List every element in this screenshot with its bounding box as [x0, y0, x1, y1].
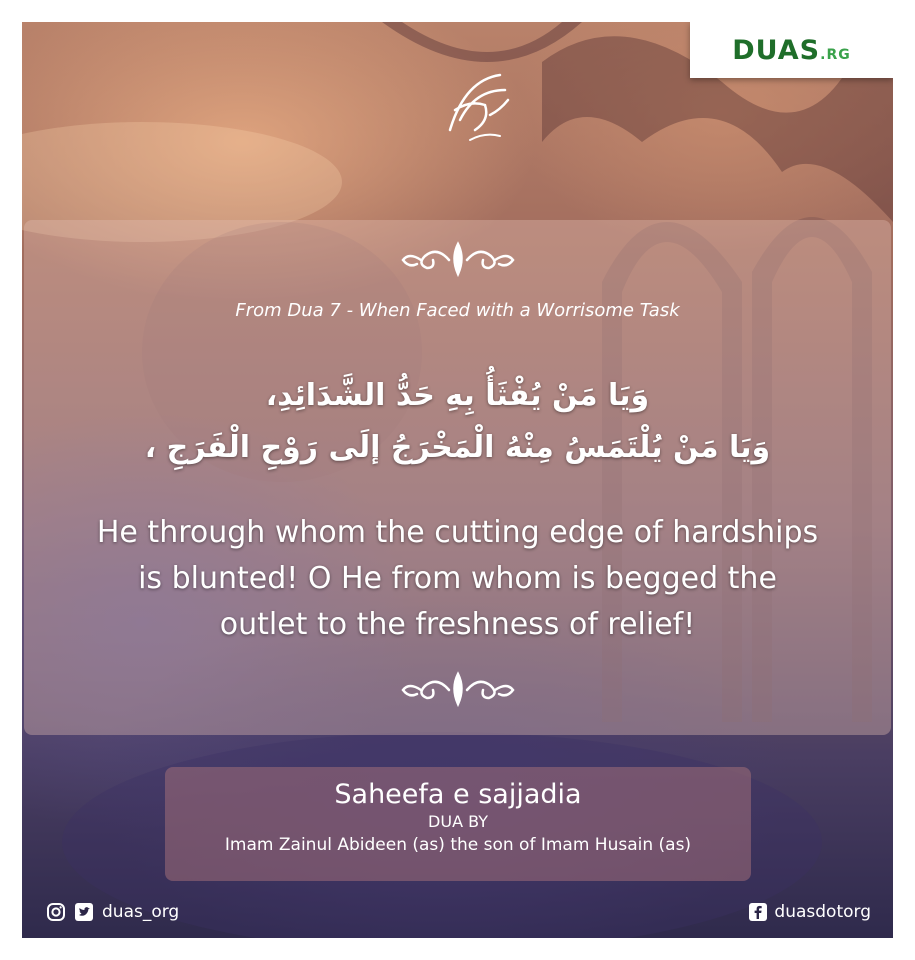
twitter-icon[interactable] — [74, 902, 94, 922]
translation-line: outlet to the freshness of relief! — [219, 607, 696, 642]
dua-panel — [24, 220, 891, 735]
social-handle-right[interactable]: duasdotorg — [774, 902, 871, 922]
bismillah-calligraphy-icon — [430, 60, 520, 150]
book-title: Saheefa e sajjadia — [334, 779, 582, 810]
arabic-line: وَيَا مَنْ يُلْتَمَسُ مِنْهُ الْمَخْرَجُ إلَى رَوْحِ الْفَرَجِ ، — [144, 430, 771, 465]
social-handle-left[interactable]: duas_org — [102, 902, 180, 922]
dua-by-label: DUA BY — [428, 812, 488, 831]
ornament-divider-icon — [399, 668, 517, 710]
translation-line: is blunted! O He from whom is begged the — [138, 561, 777, 596]
instagram-icon[interactable] — [46, 902, 66, 922]
social-right — [748, 902, 871, 922]
ornament-divider-icon — [399, 238, 517, 280]
social-left — [46, 902, 179, 922]
dua-subtitle: From Dua 7 - When Faced with a Worrisome Task — [235, 300, 680, 321]
arabic-line: وَيَا مَنْ يُفْثَأُ بِهِ حَدُّ الشَّدَائِدِ، — [265, 378, 650, 413]
translation-line: He through whom the cutting edge of hardships — [96, 515, 819, 550]
logo-text: DUAS.RG — [732, 34, 851, 66]
author-name: Imam Zainul Abideen (as) the son of Imam Husain (as) — [224, 835, 692, 855]
logo-suffix: .RG — [820, 46, 851, 63]
duas-logo[interactable] — [690, 22, 893, 78]
english-translation — [54, 510, 861, 648]
source-box — [165, 767, 751, 881]
facebook-icon[interactable] — [748, 902, 768, 922]
poster-background — [22, 22, 893, 938]
arabic-text — [44, 370, 871, 474]
